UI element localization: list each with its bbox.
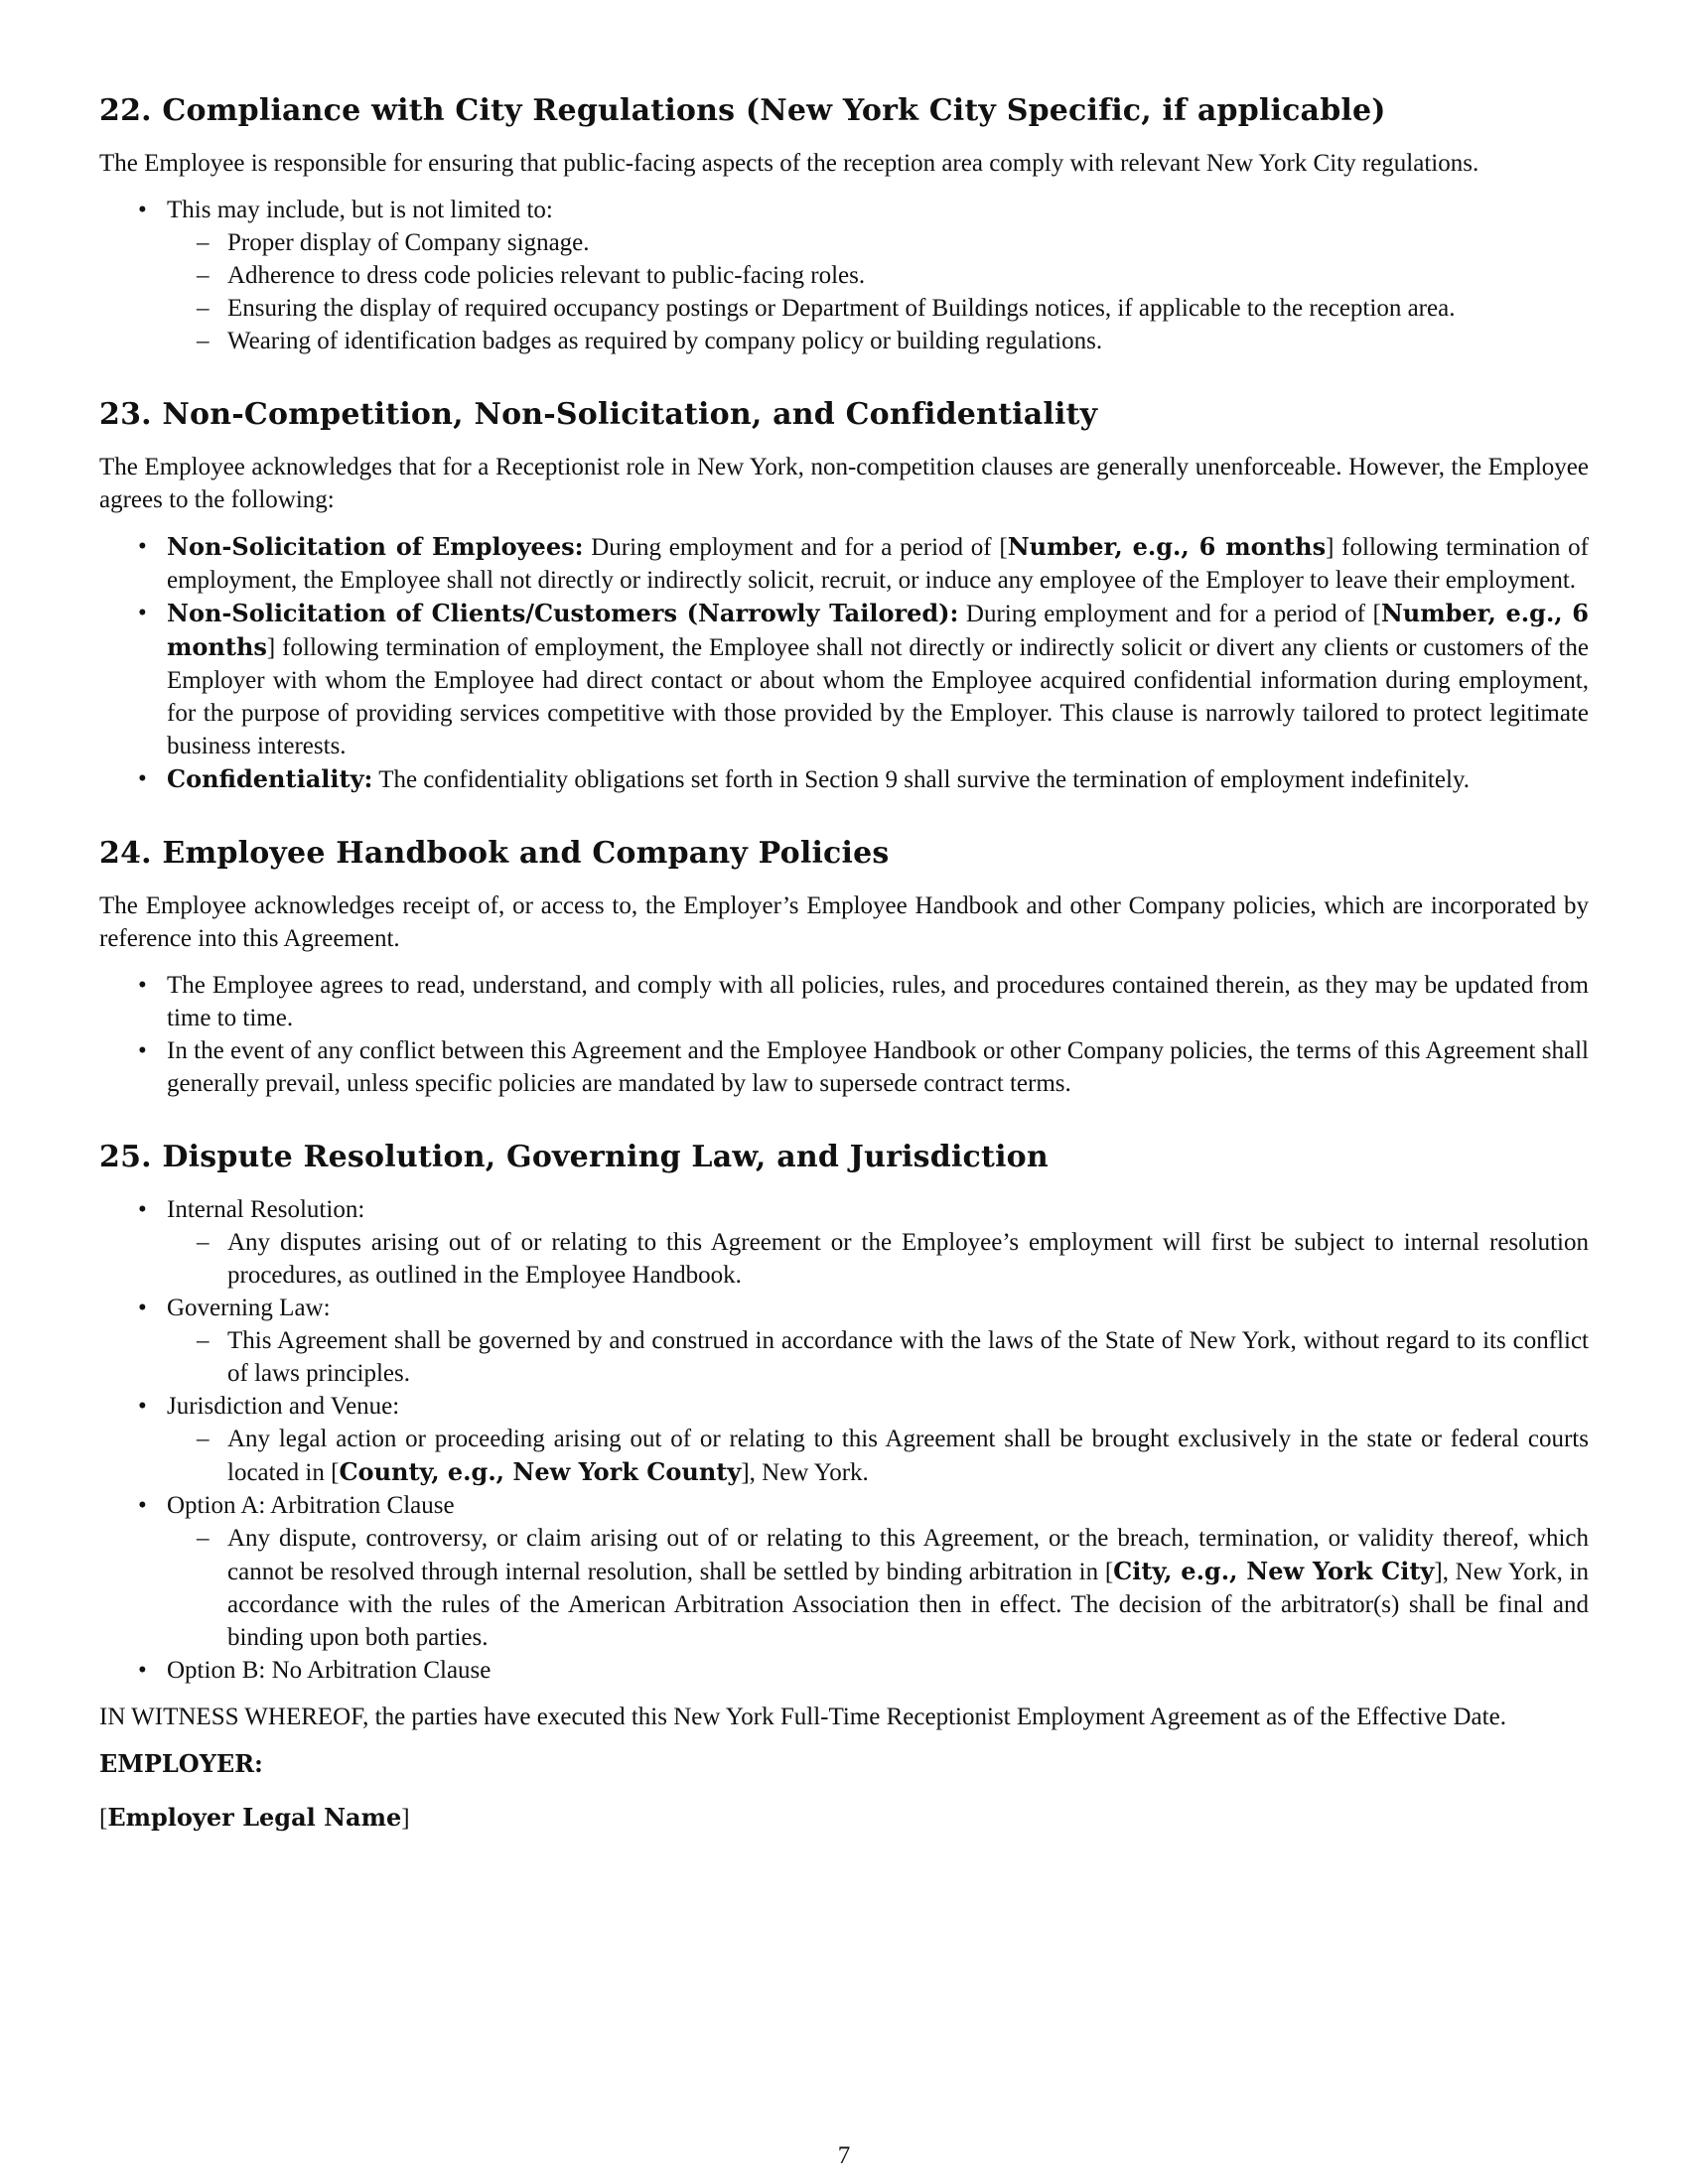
list-item	[167, 597, 1589, 762]
page-number: 7	[837, 2142, 851, 2169]
placeholder-text: Number, e.g., 6 months	[1007, 532, 1327, 561]
document-page	[99, 91, 1589, 1854]
clause-text: ] following termination of employment, the Employee shall not directly or indirectly solicit or divert any clients or customers of the Employer with whom the Employee had direct contact or about whom the Employee acquired confidential information during employment, for the purpose of providing services competitive with those provided by the Employer. This clause is narrowly tailored to protect legitimate business interests.	[167, 634, 1589, 759]
section-25-heading: 25. Dispute Resolution, Governing Law, and Jurisdiction	[99, 1140, 1049, 1174]
list-item-text: Jurisdiction and Venue:	[167, 1393, 400, 1420]
section-24	[99, 834, 1589, 1100]
list-item-text: Governing Law:	[167, 1295, 331, 1321]
list-item: • Option B: No Arbitration Clause	[167, 1654, 1589, 1687]
placeholder-text: City, e.g., New York City	[1113, 1557, 1435, 1585]
section-22-sublist	[167, 226, 1589, 357]
sublist	[167, 1324, 1589, 1390]
list-item	[167, 1489, 1589, 1654]
section-24-list	[99, 969, 1589, 1100]
placeholder-text: Employer Legal Name	[107, 1803, 402, 1832]
clause-text: ], New York, in accordance with the rules of the American Arbitration Association then in effect. The decision of the arbitrator(s) shall be final and binding upon both parties.	[227, 1559, 1589, 1651]
section-22	[99, 91, 1589, 357]
sub-list-item: – This Agreement shall be governed by and construed in accordance with the laws of the State of New York, without regard to its conflict of laws principles.	[227, 1324, 1589, 1390]
sub-list-item: – Ensuring the display of required occupancy postings or Department of Buildings notices, if applicable to the reception area.	[227, 292, 1589, 325]
section-22-heading: 22. Compliance with City Regulations (New York City Specific, if applicable)	[99, 93, 1386, 128]
clause-text: ] following termination of employment, the Employee shall not directly or indirectly solicit, recruit, or induce any employee of the Employer to leave their employment.	[167, 534, 1589, 594]
clause-text: During employment and for a period of [	[583, 534, 1008, 561]
term-label: Non-Solicitation of Employees:	[167, 532, 584, 561]
section-23	[99, 395, 1589, 796]
placeholder-text: County, e.g., New York County	[339, 1457, 742, 1486]
list-item-text: Internal Resolution:	[167, 1196, 365, 1223]
sub-list-item	[227, 1423, 1589, 1489]
clause-text: The confidentiality obligations set forth in Section 9 shall survive the termination of employment indefinitely.	[372, 766, 1471, 793]
placeholder-text: Number, e.g., 6 months	[167, 599, 1589, 661]
section-24-heading: 24. Employee Handbook and Company Policies	[99, 836, 890, 871]
sublist	[167, 1226, 1589, 1292]
list-item	[167, 1193, 1589, 1292]
term-label: Confidentiality:	[167, 764, 373, 793]
clause-text: Any legal action or proceeding arising out of or relating to this Agreement shall be brought exclusively in the state or federal courts located in [	[227, 1426, 1589, 1486]
bracket: [	[99, 1805, 108, 1832]
clause-text: During employment and for a period of [	[958, 601, 1381, 627]
list-item-text: This may include, but is not limited to:	[167, 197, 553, 223]
sub-list-item: – Any disputes arising out of or relating to this Agreement or the Employee’s employment will first be subject to internal resolution procedures, as outlined in the Employee Handbook.	[227, 1226, 1589, 1292]
sub-list-item: – Proper display of Company signage.	[227, 226, 1589, 259]
sublist	[167, 1423, 1589, 1489]
section-25	[99, 1138, 1589, 1687]
employer-name-line	[99, 1801, 1589, 1835]
section-23-list	[99, 530, 1589, 796]
section-25-list	[99, 1193, 1589, 1687]
clause-text: ], New York.	[741, 1459, 869, 1486]
list-item	[167, 1292, 1589, 1390]
section-23-intro: The Employee acknowledges that for a Receptionist role in New York, non-competition clauses are generally unenforceable. However, the Employee agrees to the following:	[99, 454, 1589, 513]
sub-list-item: – Adherence to dress code policies relevant to public-facing roles.	[227, 259, 1589, 292]
section-24-intro: The Employee acknowledges receipt of, or access to, the Employer’s Employee Handbook and other Company policies, which are incorporated by reference into this Agreement.	[99, 892, 1589, 952]
list-item	[167, 1390, 1589, 1489]
clause-text: Any dispute, controversy, or claim arising out of or relating to this Agreement, or the breach, termination, or validity thereof, which cannot be resolved through internal resolution, shall be settled by binding arbitration in [	[227, 1525, 1589, 1585]
witness-statement: IN WITNESS WHEREOF, the parties have executed this New York Full-Time Receptionist Employment Agreement as of the Effective Date.	[99, 1704, 1506, 1730]
term-label: Non-Solicitation of Clients/Customers (Narrowly Tailored):	[167, 599, 959, 627]
sub-list-item	[227, 1522, 1589, 1654]
list-item: • The Employee agrees to read, understand, and comply with all policies, rules, and procedures contained therein, as they may be updated from time to time.	[167, 969, 1589, 1034]
employer-label	[99, 1747, 1589, 1781]
sublist	[167, 1522, 1589, 1654]
sub-list-item: – Wearing of identification badges as required by company policy or building regulations.	[227, 325, 1589, 357]
list-item: • In the event of any conflict between this Agreement and the Employee Handbook or other Company policies, the terms of this Agreement shall generally prevail, unless specific policies are mandated by law to supersede contract terms.	[167, 1034, 1589, 1100]
list-item	[167, 530, 1589, 597]
section-23-heading: 23. Non-Competition, Non-Solicitation, and Confidentiality	[99, 397, 1098, 432]
section-22-intro: The Employee is responsible for ensuring that public-facing aspects of the reception area comply with relevant New York City regulations.	[99, 150, 1479, 177]
bracket: ]	[401, 1805, 410, 1832]
section-22-list	[99, 194, 1589, 357]
list-item	[167, 762, 1589, 796]
signature-block	[99, 1701, 1589, 1835]
list-item	[167, 194, 1589, 357]
employer-label-text: EMPLOYER:	[99, 1749, 263, 1778]
list-item-text: Option A: Arbitration Clause	[167, 1492, 455, 1519]
